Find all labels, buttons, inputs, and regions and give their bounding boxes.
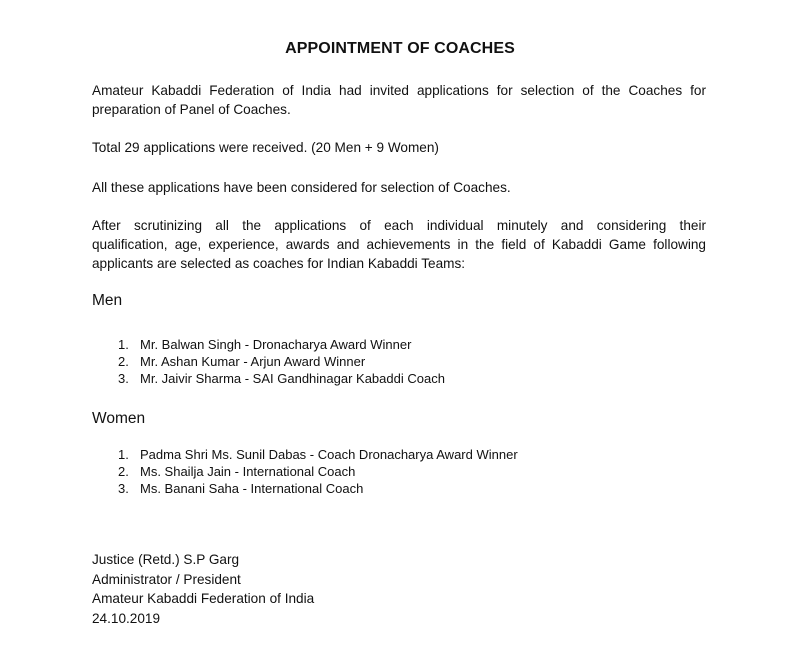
list-item-text: Ms. Banani Saha - International Coach xyxy=(140,481,364,496)
list-item xyxy=(110,446,518,463)
list-item xyxy=(110,370,445,387)
list-item-text: Mr. Ashan Kumar - Arjun Award Winner xyxy=(140,354,366,369)
list-item-number: 2. xyxy=(118,354,129,369)
scrutiny-line-2: qualification, age, experience, awards and achievements in the field of Kabaddi Game following xyxy=(92,237,706,252)
intro-line-1: Amateur Kabaddi Federation of India had invited applications for selection of the Coaches for xyxy=(92,83,706,98)
signatory-name: Justice (Retd.) S.P Garg xyxy=(92,552,240,567)
list-item-number: 1. xyxy=(118,337,129,352)
list-item-number: 1. xyxy=(118,447,129,462)
intro-line-2: preparation of Panel of Coaches. xyxy=(92,102,291,117)
document-date: 24.10.2019 xyxy=(92,610,161,626)
list-item-text: Ms. Shailja Jain - International Coach xyxy=(140,464,356,479)
women-heading: Women xyxy=(92,410,146,427)
list-item xyxy=(110,353,445,370)
list-item-text: Mr. Jaivir Sharma - SAI Gandhinagar Kabaddi Coach xyxy=(140,371,445,386)
women-coaches-list xyxy=(110,446,518,497)
list-item xyxy=(110,480,518,497)
intro-paragraph xyxy=(92,81,706,119)
list-item xyxy=(110,463,518,480)
signatory-organization: Amateur Kabaddi Federation of India xyxy=(92,591,315,606)
men-heading: Men xyxy=(92,292,123,309)
considered-paragraph: All these applications have been considered for selection of Coaches. xyxy=(92,180,511,195)
document-title: APPOINTMENT OF COACHES xyxy=(285,40,515,57)
list-item-text: Padma Shri Ms. Sunil Dabas - Coach Dronacharya Award Winner xyxy=(140,447,518,462)
men-coaches-list xyxy=(110,336,445,387)
list-item-number: 2. xyxy=(118,464,129,479)
scrutiny-line-1: After scrutinizing all the applications of each individual minutely and considering their xyxy=(92,218,706,233)
total-applications-paragraph: Total 29 applications were received. (20 Men + 9 Women) xyxy=(92,140,439,155)
signatory-role: Administrator / President xyxy=(92,571,241,587)
scrutiny-paragraph xyxy=(92,216,706,273)
signature-block xyxy=(92,550,314,628)
list-item-number: 3. xyxy=(118,481,129,496)
list-item xyxy=(110,336,445,353)
scrutiny-line-3: applicants are selected as coaches for Indian Kabaddi Teams: xyxy=(92,256,466,271)
list-item-text: Mr. Balwan Singh - Dronacharya Award Winner xyxy=(140,337,412,352)
list-item-number: 3. xyxy=(118,371,129,386)
